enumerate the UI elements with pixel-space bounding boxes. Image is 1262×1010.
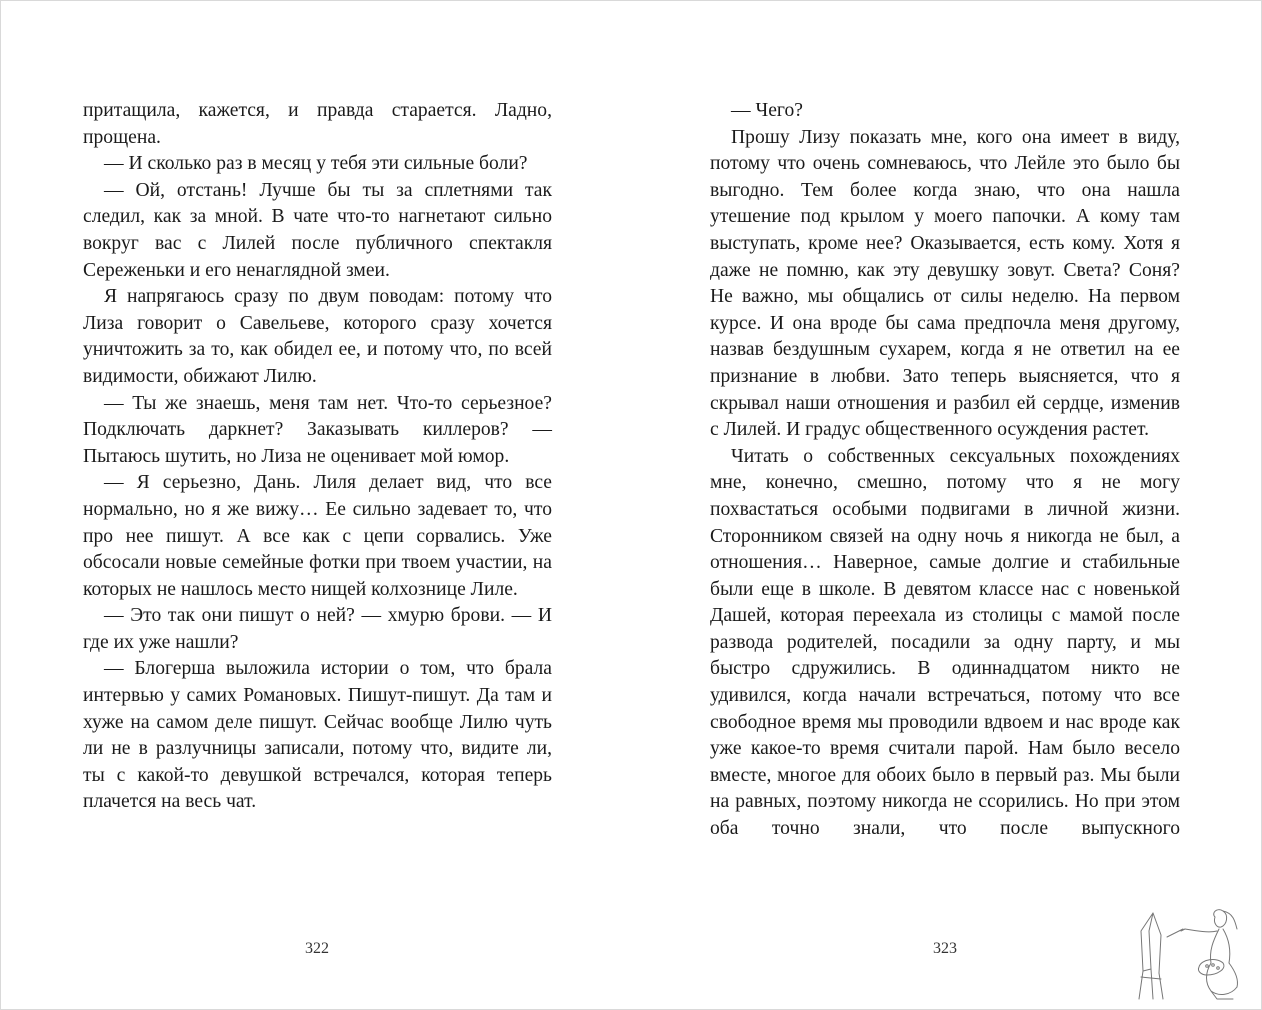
- right-page-text: [710, 98, 1180, 843]
- paragraph: — Чего?: [731, 100, 803, 121]
- paragraph: — Ой, отстань! Лучше бы ты за сплетнями так следил, как за мной. В чате что-то нагнетают сильно вокруг вас с Лилей после публичного спектакля Сереженьки и его ненаглядной змеи.: [83, 179, 552, 281]
- page-number-left: 322: [305, 940, 329, 957]
- paragraph: — Это так они пишут о ней? — хмурю брови. — И где их уже нашли?: [83, 605, 552, 653]
- paragraph: — И сколько раз в месяц у тебя эти сильные боли?: [104, 153, 528, 175]
- paragraph: Прошу Лизу показать мне, кого она имеет в виду, потому что очень сомневаюсь, что Лейле это было бы выгодно. Тем более когда знаю, что она нашла утешение под крылом у моего папочки. А кому там выступать, кроме нее? Оказывается, есть кому. Хотя я даже не помню, как эту девушку зовут. Света? Соня? Не важно, мы общались от силы неделю. На первом курсе. И она вроде бы сама предпочла меня другому, назвав бездушным сухарем, когда я не ответил на ее признание в любви. Зато теперь выясняется, что я скрывал наши отношения и разбил ей сердце, изменив с Лилей. И градус общественного осуждения растет.: [710, 126, 1180, 441]
- paragraph: притащила, кажется, и правда старается. Ладно, прощена.: [83, 100, 552, 148]
- left-page-text: [83, 98, 552, 816]
- artist-at-easel-illustration-icon: [1137, 907, 1245, 1003]
- paragraph: — Ты же знаешь, меня там нет. Что-то серьезное? Подключать даркнет? Заказывать киллеров? — Пытаюсь шутить, но Лиза не оценивает мой юмор.: [83, 392, 552, 467]
- paragraph: — Я серьезно, Дань. Лиля делает вид, что все нормально, но я же вижу… Ее сильно задевает то, что про нее пишут. А все как с цепи сорвались. Уже обсосали новые семейные фотки при твоем участии, на которых не нашлось место нищей колхознице Лиле.: [83, 472, 552, 600]
- page-number-right: 323: [933, 940, 957, 957]
- paragraph: — Блогерша выложила истории о том, что брала интервью у самих Романовых. Пишут-пишут. Да там и хуже на самом деле пишут. Сейчас вообще Лилю чуть ли не в разлучницы записали, потому что, видите ли, ты с какой-то девушкой встречался, которая теперь плачется на весь чат.: [83, 658, 552, 813]
- paragraph: Я напрягаюсь сразу по двум поводам: потому что Лиза говорит о Савельеве, которого сразу хочется уничтожить за то, как обидел ее, и потому что, по всей видимости, обижают Лилю.: [83, 286, 552, 387]
- paragraph: Читать о собственных сексуальных похождениях мне, конечно, смешно, потому что я не могу похвастаться особыми подвигами в личной жизни. Сторонником связей на одну ночь я никогда не был, а отношения… Наверное, самые долгие и стабильные были еще в школе. В девятом классе нас с новенькой Дашей, которая переехала из столицы с мамой после развода родителей, посадили за одну парту, и мы быстро сдружились. В одиннадцатом никто не удивился, когда начали встречаться, потому что все свободное время мы проводили вдвоем и нас вроде как уже какое-то время считали парой. Нам было весело вместе, многое для обоих было в первый раз. Мы были на равных, поэтому никогда не ссорились. Но при этом оба точно знали, что после выпускного: [710, 445, 1180, 840]
